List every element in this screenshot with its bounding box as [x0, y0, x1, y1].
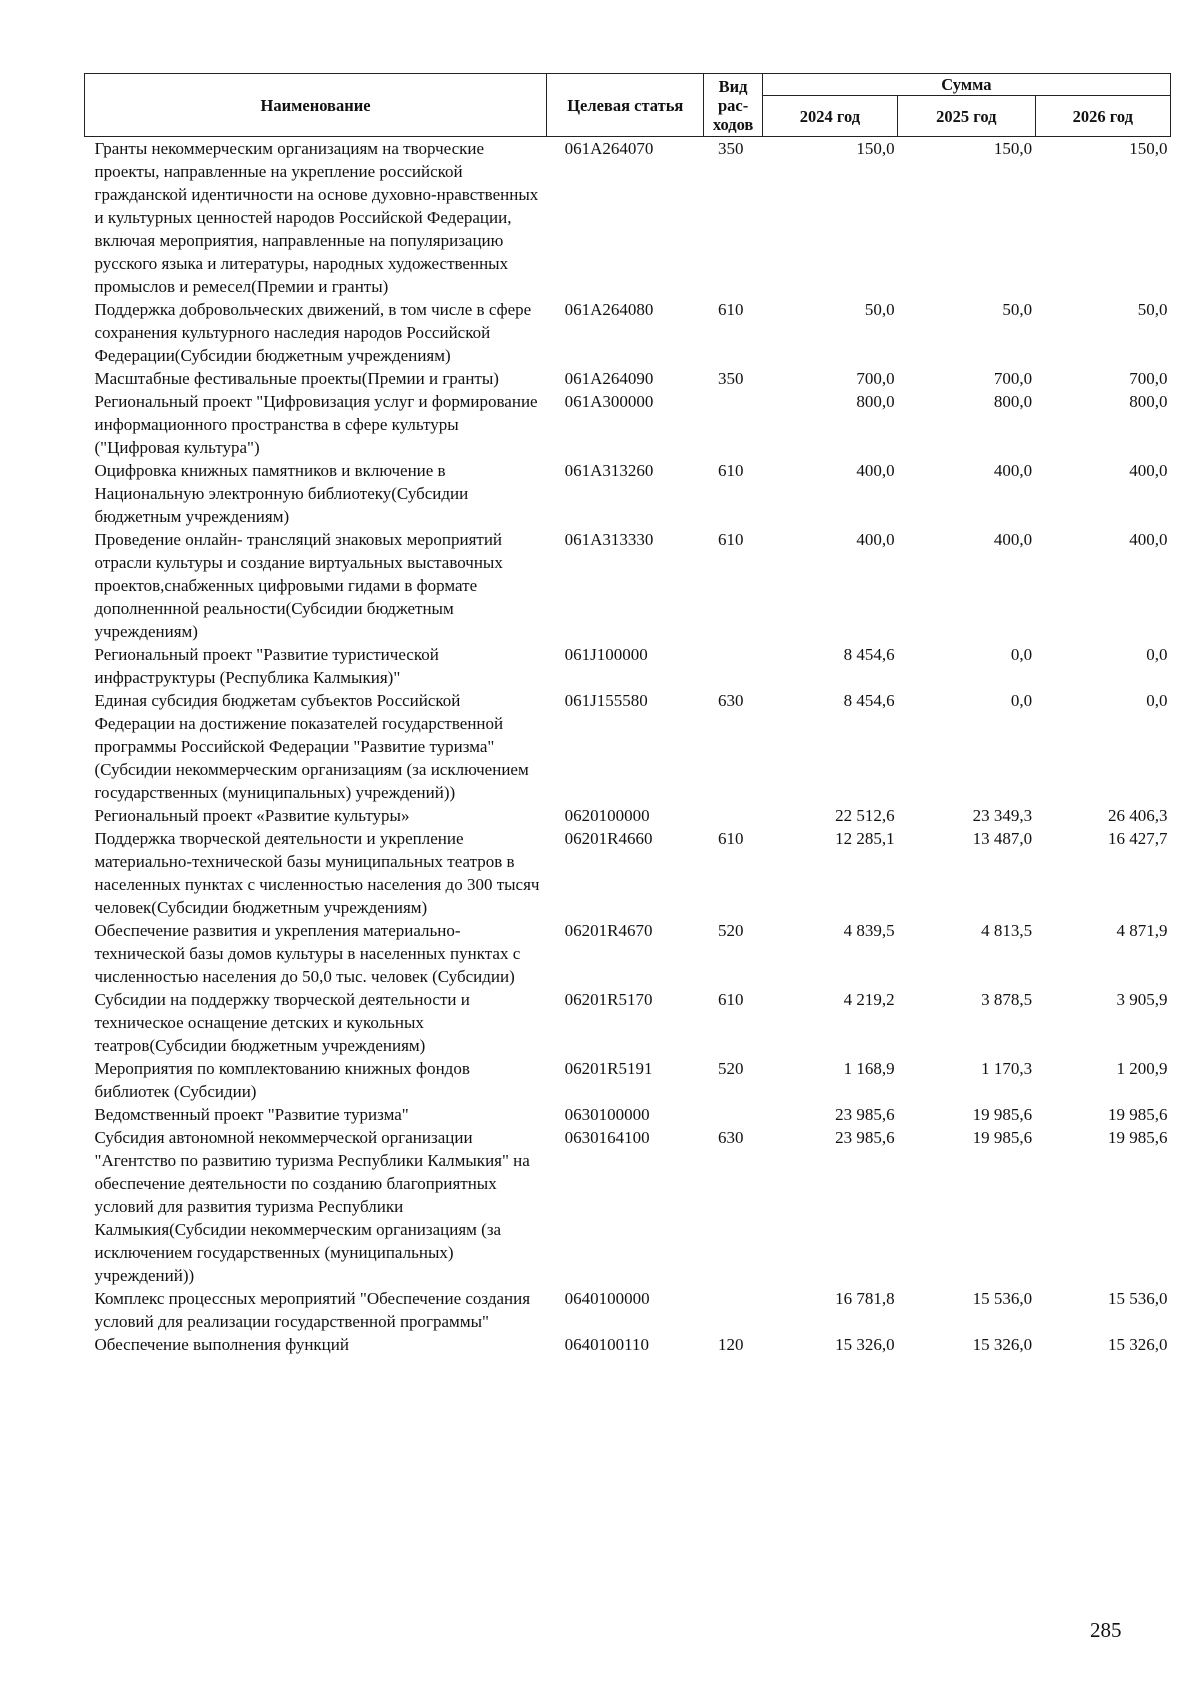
row-name: Гранты некоммерческим организациям на творческие проекты, направленные на укрепление российской гражданской идентичности на основе духовно-нравственных и культурных ценностей народов Российской Федерации, включая мероприятия, направленные на популяризацию русского языка и литературы, народных художественных промыслов и ремесел(Премии и гранты) [94, 139, 539, 296]
row-sum-2026: 700,0 [1129, 369, 1168, 388]
row-target-article: 061A264070 [564, 139, 654, 158]
row-sum-2026: 800,0 [1129, 392, 1168, 411]
row-target-article: 061A264080 [564, 300, 654, 319]
row-sum-2026: 400,0 [1129, 461, 1168, 480]
row-sum-2025: 15 326,0 [972, 1335, 1033, 1354]
table-row [85, 827, 1171, 919]
row-sum-2025: 400,0 [993, 530, 1033, 549]
row-sum-2026: 1 200,9 [1116, 1059, 1168, 1078]
row-name: Оцифровка книжных памятников и включение в Национальную электронную библиотеку(Субсидии бюджетным учреждениям) [94, 461, 469, 526]
row-sum-2026: 3 905,9 [1116, 990, 1168, 1009]
row-sum-2025: 3 878,5 [981, 990, 1033, 1009]
row-sum-2026: 19 985,6 [1108, 1105, 1168, 1124]
row-sum-2024: 16 781,8 [835, 1289, 895, 1308]
header-expense-kind: Вид рас-ходов [704, 74, 762, 137]
row-sum-2026: 150,0 [1129, 139, 1168, 158]
row-sum-2026: 400,0 [1129, 530, 1168, 549]
row-name: Субсидия автономной некоммерческой организации "Агентство по развитию туризма Республики Калмыкия" на обеспечение деятельности по созданию благоприятных условий для развития туризма Республики Калмыкия(Субсидии некоммерческим организациям (за исключением государственных (муниципальных) учреждений)) [94, 1128, 530, 1285]
row-sum-2025: 0,0 [1010, 691, 1033, 710]
row-expense-kind: 350 [717, 369, 744, 388]
row-sum-2024: 400,0 [856, 530, 895, 549]
row-sum-2025: 13 487,0 [972, 829, 1033, 848]
row-sum-2024: 23 985,6 [835, 1128, 895, 1147]
row-sum-2025: 23 349,3 [972, 806, 1033, 825]
row-name: Региональный проект "Развитие туристической инфраструктуры (Республика Калмыкия)" [94, 645, 439, 687]
row-sum-2026: 0,0 [1146, 645, 1168, 664]
row-sum-2024: 400,0 [856, 461, 895, 480]
table-row [85, 367, 1171, 390]
row-target-article: 061A313260 [564, 461, 654, 480]
row-expense-kind [704, 390, 762, 459]
row-name: Региональный проект "Цифровизация услуг и формирование информационного пространства в сфере культуры ("Цифровая культура") [94, 392, 538, 457]
table-row [85, 298, 1171, 367]
row-sum-2025: 50,0 [1002, 300, 1033, 319]
header-sum: Сумма [762, 74, 1170, 96]
row-sum-2024: 8 454,6 [843, 645, 895, 664]
row-sum-2026: 0,0 [1146, 691, 1168, 710]
table-row [85, 137, 1171, 299]
table-row [85, 988, 1171, 1057]
row-target-article: 061A264090 [564, 369, 654, 388]
table-row [85, 804, 1171, 827]
header-name: Наименование [85, 74, 547, 137]
row-sum-2026: 16 427,7 [1108, 829, 1168, 848]
row-sum-2024: 50,0 [864, 300, 895, 319]
row-expense-kind: 610 [717, 530, 744, 549]
row-target-article: 06201R5191 [564, 1059, 653, 1078]
row-sum-2025: 400,0 [993, 461, 1033, 480]
row-sum-2024: 8 454,6 [843, 691, 895, 710]
header-year-2026: 2026 год [1035, 96, 1170, 137]
row-sum-2024: 800,0 [856, 392, 895, 411]
row-target-article: 061J100000 [564, 645, 648, 664]
row-expense-kind: 610 [717, 300, 744, 319]
table-row [85, 390, 1171, 459]
row-sum-2026: 50,0 [1137, 300, 1168, 319]
row-expense-kind: 610 [717, 990, 744, 1009]
row-name: Единая субсидия бюджетам субъектов Российской Федерации на достижение показателей государственной программы Российской Федерации "Развитие туризма"(Субсидии некоммерческим организациям (за исключением государственных (муниципальных) учреждений)) [94, 691, 529, 802]
row-target-article: 061A313330 [564, 530, 654, 549]
table-row [85, 528, 1171, 643]
row-sum-2024: 700,0 [856, 369, 895, 388]
row-sum-2025: 19 985,6 [972, 1105, 1033, 1124]
budget-table [84, 73, 1171, 1356]
row-target-article: 0620100000 [564, 806, 650, 825]
row-target-article: 06201R4670 [564, 921, 653, 940]
row-name: Субсидии на поддержку творческой деятельности и техническое оснащение детских и кукольных театров(Субсидии бюджетным учреждениям) [94, 990, 470, 1055]
row-target-article: 06201R5170 [564, 990, 653, 1009]
row-sum-2025: 800,0 [993, 392, 1033, 411]
row-sum-2025: 15 536,0 [972, 1289, 1033, 1308]
table-row [85, 1057, 1171, 1103]
row-target-article: 061A300000 [564, 392, 654, 411]
table-header [85, 74, 1171, 137]
table-row [85, 643, 1171, 689]
row-expense-kind [704, 1103, 762, 1126]
row-sum-2025: 1 170,3 [981, 1059, 1033, 1078]
row-expense-kind: 520 [717, 921, 744, 940]
row-name: Ведомственный проект "Развитие туризма" [94, 1105, 409, 1124]
table-row [85, 919, 1171, 988]
row-target-article: 0640100110 [564, 1335, 649, 1354]
row-sum-2025: 0,0 [1010, 645, 1033, 664]
row-sum-2024: 12 285,1 [835, 829, 895, 848]
row-expense-kind [704, 804, 762, 827]
row-expense-kind: 610 [717, 461, 744, 480]
row-name: Масштабные фестивальные проекты(Премии и гранты) [94, 369, 499, 388]
row-sum-2025: 4 813,5 [981, 921, 1033, 940]
row-sum-2026: 4 871,9 [1116, 921, 1168, 940]
header-year-2024: 2024 год [762, 96, 897, 137]
row-target-article: 0630100000 [564, 1105, 650, 1124]
row-sum-2026: 15 536,0 [1108, 1289, 1168, 1308]
row-target-article: 0630164100 [564, 1128, 650, 1147]
header-target-article: Целевая статья [547, 74, 704, 137]
row-name: Обеспечение выполнения функций [94, 1335, 349, 1354]
row-sum-2025: 150,0 [993, 139, 1033, 158]
row-expense-kind: 120 [717, 1335, 744, 1354]
table-row [85, 1287, 1171, 1333]
row-expense-kind: 630 [717, 1128, 744, 1147]
row-expense-kind: 350 [717, 139, 744, 158]
row-name: Поддержка добровольческих движений, в том числе в сфере сохранения культурного наследия народов Российской Федерации(Субсидии бюджетным учреждениям) [94, 300, 532, 365]
row-sum-2024: 1 168,9 [843, 1059, 895, 1078]
row-expense-kind: 610 [717, 829, 744, 848]
row-sum-2025: 700,0 [993, 369, 1033, 388]
row-target-article: 061J155580 [564, 691, 648, 710]
row-sum-2024: 22 512,6 [835, 806, 895, 825]
header-year-2025: 2025 год [898, 96, 1036, 137]
row-expense-kind [704, 643, 762, 689]
row-sum-2026: 15 326,0 [1108, 1335, 1168, 1354]
row-sum-2025: 19 985,6 [972, 1128, 1033, 1147]
table-row [85, 1103, 1171, 1126]
row-target-article: 0640100000 [564, 1289, 650, 1308]
row-name: Поддержка творческой деятельности и укрепление материально-технической базы муниципальных театров в населенных пунктах с численностью населения до 300 тысяч человек(Субсидии бюджетным учреждениям) [94, 829, 540, 917]
table-row [85, 1333, 1171, 1356]
table-row [85, 459, 1171, 528]
row-expense-kind: 520 [717, 1059, 744, 1078]
row-sum-2026: 26 406,3 [1108, 806, 1168, 825]
row-sum-2024: 23 985,6 [835, 1105, 895, 1124]
row-name: Обеспечение развития и укрепления материально-технической базы домов культуры в населенных пунктах с численностью населения до 50,0 тыс. человек (Субсидии) [94, 921, 521, 986]
row-sum-2024: 4 219,2 [843, 990, 895, 1009]
table-body [85, 137, 1171, 1357]
table-row [85, 689, 1171, 804]
row-name: Комплекс процессных мероприятий "Обеспечение создания условий для реализации государственной программы" [94, 1289, 531, 1331]
row-sum-2026: 19 985,6 [1108, 1128, 1168, 1147]
row-name: Проведение онлайн- трансляций знаковых мероприятий отрасли культуры и создание виртуальных выставочных проектов,снабженных цифровыми гидами в формате дополненнной реальности(Субсидии бюджетным учреждениям) [94, 530, 503, 641]
row-expense-kind: 630 [717, 691, 744, 710]
table-row [85, 1126, 1171, 1287]
row-name: Мероприятия по комплектованию книжных фондов библиотек (Субсидии) [94, 1059, 470, 1101]
row-expense-kind [704, 1287, 762, 1333]
page-number: 285 [1090, 1618, 1122, 1642]
row-sum-2024: 4 839,5 [843, 921, 895, 940]
row-sum-2024: 15 326,0 [835, 1335, 895, 1354]
row-name: Региональный проект «Развитие культуры» [94, 806, 410, 825]
row-sum-2024: 150,0 [856, 139, 895, 158]
row-target-article: 06201R4660 [564, 829, 653, 848]
